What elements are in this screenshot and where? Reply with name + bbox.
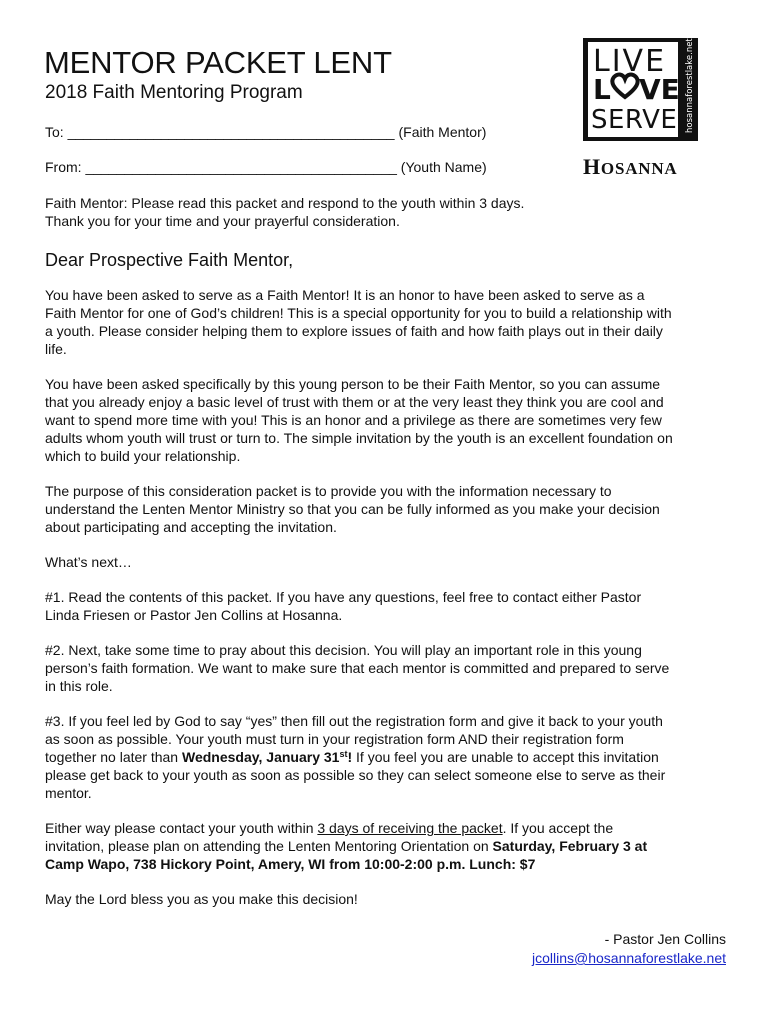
text-line: #3. If you feel led by God to say “yes” then fill out the registration form and give it back to your youth (45, 713, 663, 729)
text-line (45, 748, 735, 766)
to-label: To: (45, 124, 68, 140)
from-role: (Youth Name) (396, 159, 487, 175)
orientation-location: Camp Wapo, 738 Hickory Point, Amery, WI from 10:00-2:00 p.m. Lunch: $7 (45, 856, 536, 872)
text-line: #1. Read the contents of this packet. If you have any questions, feel free to contact either Pastor (45, 589, 642, 605)
page-subtitle: 2018 Faith Mentoring Program (45, 82, 303, 103)
text-line: Linda Friesen or Pastor Jen Collins at Hosanna. (45, 607, 343, 623)
brand-initial: H (583, 154, 601, 179)
paragraph-4 (45, 553, 735, 571)
text-segment: together no later than (45, 749, 182, 765)
text-line: life. (45, 341, 67, 357)
orientation-date: Saturday, February 3 at (492, 838, 648, 854)
text-line: as soon as possible. Your youth must turn in your registration form AND their registration form (45, 731, 624, 747)
text-line: a youth. Please consider helping them to explore issues of faith and how faith plays out in their daily (45, 323, 663, 339)
paragraph-1 (45, 286, 735, 358)
instruction-line: Thank you for your time and your prayerful consideration. (45, 213, 400, 229)
text-line: adults whom youth will trust or turn to. The simple invitation by the youth is an excellent foundation on (45, 430, 673, 446)
from-field (45, 158, 487, 176)
text-segment: Either way please contact your youth within (45, 820, 318, 836)
signature-block (532, 930, 726, 968)
instructions (45, 194, 524, 230)
text-line: What’s next… (45, 554, 132, 570)
logo-love-l: L (593, 73, 611, 106)
text-segment: invitation, please plan on attending the Lenten Mentoring Orientation on (45, 838, 493, 854)
paragraph-3 (45, 482, 735, 536)
to-role: (Faith Mentor) (394, 124, 487, 140)
text-line: May the Lord bless you as you make this decision! (45, 891, 358, 907)
text-line: that you already enjoy a basic level of trust with them or at the very least they think you are cool and (45, 394, 664, 410)
text-line: #2. Next, take some time to pray about this decision. You will play an important role in this young (45, 642, 642, 658)
text-line: mentor. (45, 785, 92, 801)
email-link[interactable]: jcollins@hosannaforestlake.net (532, 950, 726, 966)
paragraph-blessing (45, 890, 735, 908)
text-line: The purpose of this consideration packet is to provide you with the information necessary to (45, 483, 612, 499)
text-segment: . If you accept the (502, 820, 614, 836)
text-line: in this role. (45, 678, 113, 694)
text-segment: If you feel you are unable to accept this invitation (352, 749, 659, 765)
hosanna-wordmark (583, 153, 699, 183)
from-label: From: (45, 159, 86, 175)
live-love-serve-logo (583, 38, 698, 141)
paragraph-step-2 (45, 641, 735, 695)
text-line: Faith Mentor for one of God’s children! This is a special opportunity for you to build a relationship with (45, 305, 672, 321)
text-line: which to build your relationship. (45, 448, 241, 464)
text-line: want to spend more time with you! This is an honor and a privilege as there are sometimes very few (45, 412, 662, 428)
paragraph-step-3 (45, 712, 735, 802)
to-blank-line: __________________________________________ (67, 124, 395, 140)
ordinal-suffix: st (339, 749, 348, 759)
paragraph-2 (45, 375, 735, 465)
text-line: You have been asked specifically by this young person to be their Faith Mentor, so you can assume (45, 376, 661, 392)
logo-love-ve: VE (639, 73, 680, 106)
paragraph-step-1 (45, 588, 735, 624)
text-line: person’s faith formation. We want to make sure that each mentor is committed and prepared to serve (45, 660, 670, 676)
signature-name: - Pastor Jen Collins (604, 931, 726, 947)
text-line (45, 837, 735, 855)
deadline-text: Wednesday, January 31 (182, 749, 340, 765)
text-line: You have been asked to serve as a Faith Mentor! It is an honor to have been asked to serve as a (45, 287, 645, 303)
text-line (45, 855, 735, 873)
page-title: MENTOR PACKET LENT (44, 45, 392, 80)
deadline-underlined: 3 days of receiving the packet (317, 820, 503, 836)
instruction-line: Faith Mentor: Please read this packet and respond to the youth within 3 days. (45, 195, 525, 211)
from-blank-line: ________________________________________ (85, 159, 397, 175)
logo-live-text: LIVE (593, 44, 667, 79)
brand-rest: OSANNA (600, 159, 678, 178)
logo-website-text: hosannaforestlake.net (685, 38, 695, 133)
text-line: understand the Lenten Mentor Ministry so that you can be fully informed as you make your decision (45, 501, 660, 517)
paragraph-contact (45, 819, 735, 873)
logo-serve-text: SERVE (591, 105, 678, 135)
text-line: about participating and accepting the invitation. (45, 519, 337, 535)
exclamation: ! (347, 749, 353, 765)
letter-greeting: Dear Prospective Faith Mentor, (45, 250, 294, 270)
text-line (45, 819, 735, 837)
to-field (45, 123, 486, 141)
letter-body (45, 286, 735, 925)
text-line: please get back to your youth as soon as possible so they can select someone else to serve as their (45, 767, 666, 783)
